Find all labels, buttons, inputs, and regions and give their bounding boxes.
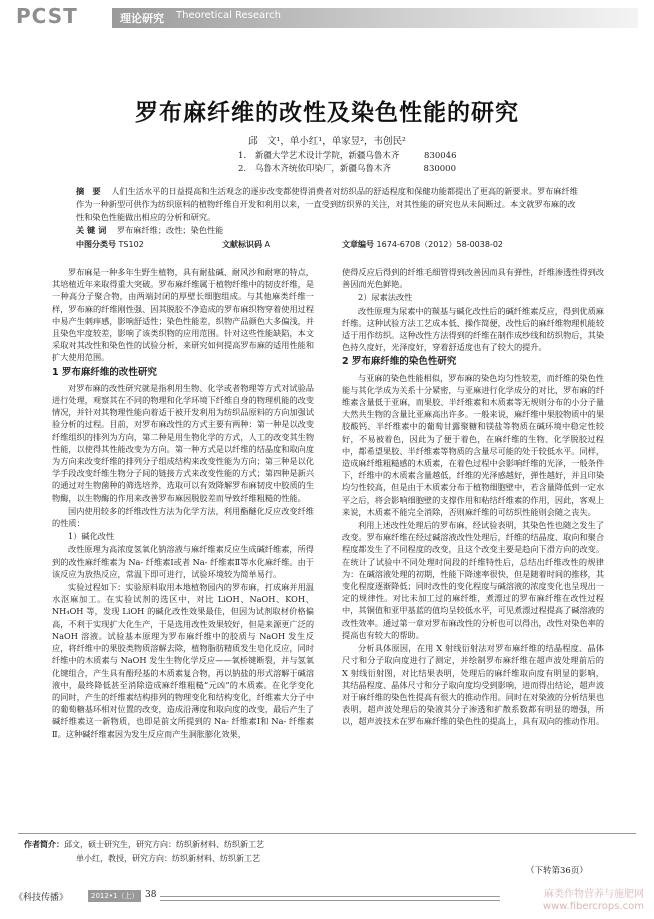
section-heading: 1 罗布麻纤维的改性研究 — [52, 366, 157, 378]
doc-code — [222, 239, 270, 250]
section-label-en: Theoretical Research — [176, 10, 281, 21]
class-label: 中图分类号 — [76, 240, 116, 249]
paragraph: 使得反应后得到的纤维毛细管得到改善因而具有弹性，纤维渗透性得到改善因而光色鲜艳。 — [342, 267, 605, 290]
abstract-label: 摘 要 — [76, 186, 101, 196]
journal-logo: PCST — [16, 4, 78, 28]
article-title: 罗布麻纤维的改性及染色性能的研究 — [135, 100, 519, 126]
keywords-text: 罗布麻纤维；改性；染色性能 — [116, 225, 224, 235]
journal-name: 《科技传播》 — [14, 893, 69, 903]
paragraph: 罗布麻是一种多年生野生植物，具有耐盐碱、耐风沙和耐寒的特点，其培植近年来取得重大突破。罗布麻纤维属于植物纤维中的韧皮纤维，是一种高分子聚合物，由两端封闭的厚壁长细胞组成。与其他麻类纤维一样，罗布麻的纤维刚性强、因其脱胶不净造成的罗布麻织物穿着使用过程中易产生刺痒感，影响舒适性；染色性能差，织物产品颜色大多偏浅，并且染色牢度较差，影响了该类织物的应用范围。针对这些性能缺陷，本文采取对其改性和染色性的试验分析，来研究如何提高罗布麻的适用性能和扩大使用范围。 — [52, 267, 315, 363]
affiliation-code: 830000 — [423, 164, 456, 174]
affiliation-1 — [238, 149, 457, 161]
footnote-2: 单小红，教授，研究方向：纺织新材料、纺织新工艺 — [76, 854, 260, 863]
paragraph: 改性原理为尿素中的羰基与碱化改性后的碱纤维素反应，得到优质麻纤维。这种试验方法工艺成本低、操作简便，改性后的麻纤维物理机能较适于用作纺织。这种改性方法得到的纤维在制作成纱线和纺织物后，其染色持久度好，光泽度好，穿着舒适度也有了较大的提升。 — [342, 305, 605, 353]
affiliation-2 — [238, 162, 456, 174]
paragraph: 利用上述改性处理后的罗布麻，经试验表明，其染色性也随之发生了改变。罗布麻纤维在经过碱溶液改性处理后，纤维的结晶度、取向和聚合程度都发生了不同程度的改变，且这个改变主要是趋向下滑方向的改变。在统计了试验中不同处理时间段的纤维特性后，总结出纤维改性的规律为：在碱溶液处理的初期，性能下降速率很快，但是随着时间的推移，其变化程度逐渐降低；同时改性的变化程度与碱溶液的浓度变化也呈现出一定的规律性。对比未加工过的麻纤维，煮漂过的罗布麻纤维在改性过程中，其铜值和亚甲基蓝的值均呈较低水平，可见煮漂过程提高了碱溶液的改性效率。通过第一章对罗布麻改性的分析也可以得出，改性对染色率的提高也有较大的帮助。 — [342, 520, 605, 640]
section-label-cn: 理论研究 — [120, 12, 164, 25]
article-label: 文章编号 — [342, 240, 374, 249]
left-column — [52, 266, 314, 741]
affiliation-name: 新疆大学艺术设计学院，新疆乌鲁木齐 — [254, 151, 400, 161]
class-value: TS102 — [118, 240, 144, 249]
continued-note: （下转第36页） — [526, 866, 588, 876]
section-heading: 2 罗布麻纤维的染色性研究 — [342, 356, 457, 368]
paragraph: 分析具体原因，在用 X 射线衍射法对罗布麻纤维的结晶程度、晶体尺寸和分子取向度进行了测定，并绘制罗布麻纤维在超声波处理前后的 X 射线衍射图，对比结果表明，处理后的麻纤维取向度有明显的影响，其结晶程度、晶体尺寸和分子取向度均受到影响，进而得出结论，超声波对于麻纤维的染色性提高有很大的推动作用。同时在对染液的分析结果也表明，超声波处理后的染液其分子渗透和扩散系数都有明显的增强，所以，超声波技术在罗布麻纤维的染色性的提高上，具有双向的推动作用。 — [342, 643, 605, 727]
affiliation-code: 830046 — [424, 151, 457, 161]
subsection-heading: 1）碱化改性 — [68, 531, 115, 542]
page-number: 38 — [145, 890, 157, 900]
paragraph: 对罗布麻的改性研究就是指利用生物、化学或者物理等方式对试验品进行处理，观察其在不同的物理和化学环境下纤维自身的物理机能的改变情况，并针对其物理性能向着适于被开发利用为纺织品原料的方向加强试验分析的过程。目前，对罗布麻改性的方式主要有两种：第一种是以改变纤维组织的排列为方向，第二种是用生物化学的方式，人工的改变其生物性能，以使得其性能改变为方向。第一种方式是以纤维的结晶度和取向度为方向来改变纤维的排列分子组成结构来改变性能为方向；第三种是以化学手段改变纤维生物分子间的链接方式来改变性能的方式；第四种是新兴的通过对生物菌种的筛选培养，选取可以有效降解罗布麻韧皮中胶质的生物酶，以生物酶的作用来改善罗布麻因脱胶差而导致纤维粗糙的性能。 — [52, 382, 315, 503]
article-value: 1674-6708（2012）58-0038-02 — [376, 240, 504, 249]
doc-label: 文献标识码 — [222, 240, 262, 249]
affiliation-name: 乌鲁木齐统依印染厂，新疆乌鲁木齐 — [254, 164, 391, 174]
class-number — [76, 239, 144, 250]
issue-badge: 2012•1（上） — [88, 890, 141, 902]
keywords-label: 关 键 词 — [76, 225, 107, 235]
footnote-1: 邱文，硕士研究生，研究方向：纺织新材料、纺织新工艺 — [64, 840, 264, 849]
abstract — [76, 185, 582, 237]
paragraph: 与亚麻的染色性能相似，罗布麻的染色均匀性较差，而纤维的染色性能与其化学成为关系十分紧密，与亚麻进行化学成分的对比，罗布麻的纤维素含量低于亚麻，而果胶、半纤维素和木质素等无规则分布的小分子量大然共生物的含量比亚麻高出许多。一般来说，麻纤维中果胶物质中的果胶酸钙、半纤维素中的葡萄甘露聚糖和镁盐等物质在碱环境中稳定性较好，不易被着色，因此为了便于着色，在麻纤维的生物、化学脱胶过程中，都希望果胶、半纤维素等物质的含量尽可能的处于较低水平。同样，造成麻纤维粗糙感的木质素，在着色过程中会影响纤维的光泽，一般条件下，纤维中的木质素含量越低，纤维的光泽感越好，弹性越好，并且印染均匀性较高，但是由于木质素分布于植物细胞壁中，若含量降低到一定水平之后，将会影响细胞壁的支撑作用和粘结纤维素的作用，因此，客观上来说，木质素不能完全消除，否则麻纤维的可纺织性能则会随之丧失。 — [342, 372, 605, 517]
authors: 邱 文¹，单小红¹，单家昱²，韦创民² — [248, 136, 406, 147]
journal-header — [0, 0, 654, 34]
abstract-text: 人们生活水平的日益提高和生活观念的逐步改变都使得消费者对纺织品的舒适程度和保健功能都提出了更高的新要求。罗布麻纤维作为一种新型可供作为纺织原料的植物纤维自开发和利用以来，一直受到纺织界的关注，对其性能的研究也从未间断过。本文就罗布麻的改性和染色性能做出相应的分析和研究。 — [76, 186, 578, 222]
affiliation-num: 1. — [238, 151, 247, 161]
paragraph: 国内使用较多的纤维改性方法为化学方法，利用酯醚化反应改变纤维的性质： — [52, 505, 314, 529]
article-number — [342, 239, 503, 250]
paragraph: 实验过程如下：实验原料取用本地植物园内的罗布麻，打成麻并用温水沤麻加工。在实验试剂的选区中，对比 LiOH、NaOH、KOH、NH₄OH 等，发现 LiOH 的碱化改性效果最佳，但因为试剂取材价格偏高，不利于实现扩大化生产，于是选用改性效果较好，但是来源更广泛的 NaOH 溶液。试验基本原理为罗布麻纤维中的胶质与 NaOH 发生反应，将纤维中的果胶类物质溶解去除，植物脂肪精质发生皂化反应，同时纤维中的木质素与 NaOH 发生生物化学反应——氧桥键断裂，并与氢氧化键组合，产生具有酚羟基的木质素复合物，再以钠盐的形式溶解于碱溶液中，最终降低甚至消除造成麻纤维粗糙“元凶”的木质素。在化学变化的同时，产生的纤维素结构排列的物理变化和结构变化，纤维素大分子中的葡萄糖基环相对位置的改变，造成沿薄度和取向度的改变，最后产生了碱纤维素这一新物质，也即是前文所提到的 Na- 纤维素Ⅰ和 Na- 纤维素Ⅱ。这种碱纤维素因为发生反应而产生洞胀膨化效果， — [52, 582, 315, 739]
watermark — [543, 889, 644, 913]
footnote-label: 作者简介： — [24, 839, 64, 849]
footnote-divider — [18, 833, 636, 834]
watermark-line-1: 麻类作物营养与施肥网 — [544, 889, 644, 900]
watermark-line-2: www.fibercrops.com — [542, 901, 644, 912]
right-column — [342, 266, 604, 729]
footer-rule — [160, 896, 500, 901]
subsection-heading: 2）尿素法改性 — [358, 292, 413, 303]
doc-value: A — [264, 240, 271, 249]
author-notes — [24, 837, 264, 866]
paragraph: 改性原理为高浓度氢氧化钠溶液与麻纤维素反应生成碱纤维素，所得到的改性麻纤维素为 Na- 纤维素Ⅰ或者 Na- 纤维素Ⅱ等水化麻纤维。由于该反应为放热反应，常温下即可进行，试验环境较为简单易行。 — [52, 544, 314, 579]
affiliation-num: 2. — [238, 164, 247, 174]
